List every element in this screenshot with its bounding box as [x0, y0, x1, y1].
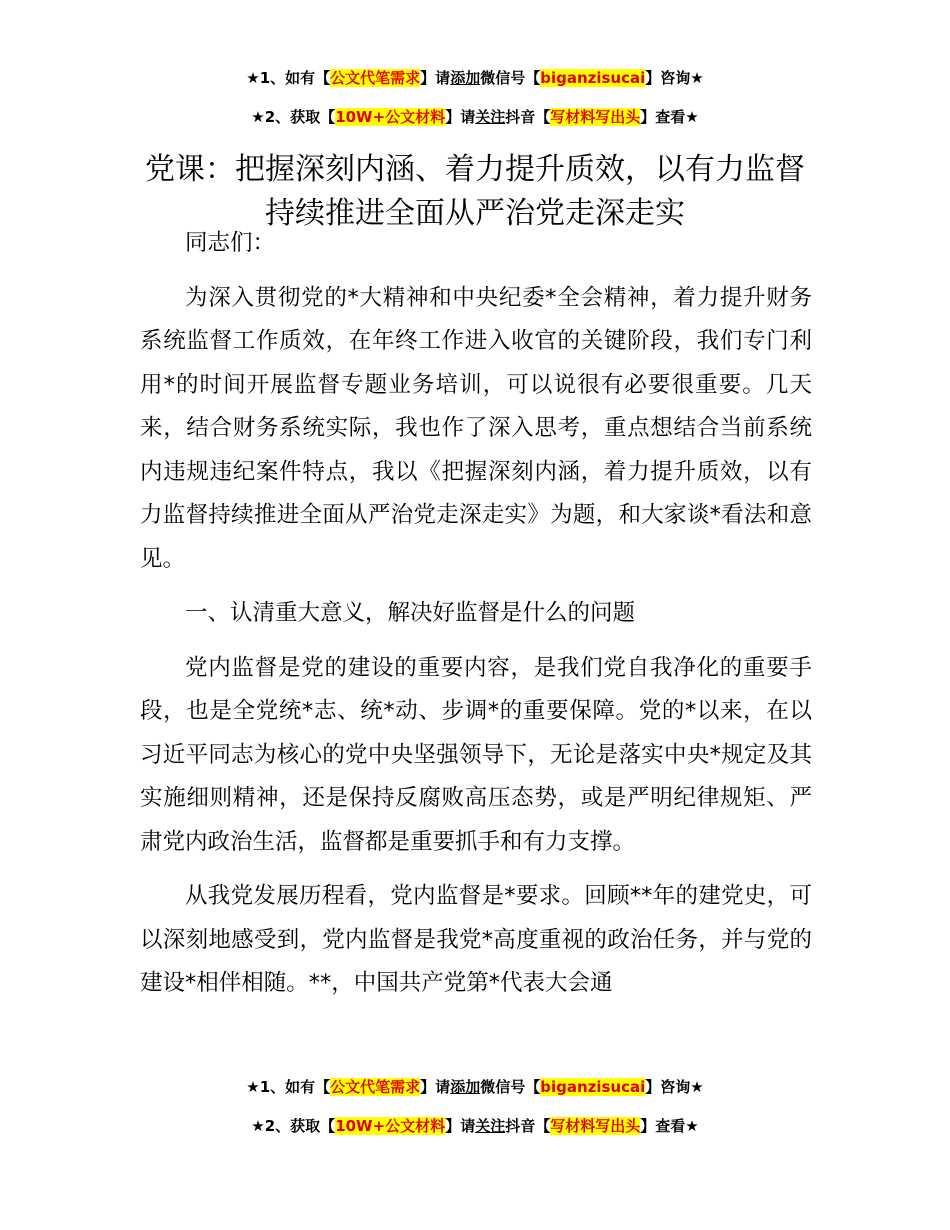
top-banner-line-1: ★1、如有【公文代笔需求】请添加微信号【biganzisucai】咨询★	[246, 69, 704, 87]
paragraph: 党内监督是党的建设的重要内容，是我们党自我净化的重要手段，也是全党统*志、统*动、步调*的重要保障。党的*以来，在以习近平同志为核心的党中央坚强领导下，无论是落实中央*规定及其实施细则精神，还是保持反腐败高压态势，或是严明纪律规矩、严肃党内政治生活，监督都是重要抓手和有力支撑。	[140, 654, 812, 855]
section-heading: 一、认清重大意义，解决好监督是什么的问题	[185, 600, 636, 626]
bottom-banner-line-1: ★1、如有【公文代笔需求】请添加微信号【biganzisucai】咨询★	[246, 1078, 704, 1096]
highlight-douyin: 写材料写出头	[550, 1117, 641, 1135]
highlight-ghostwriting: 公文代笔需求	[330, 69, 421, 87]
document-body	[140, 222, 812, 1017]
highlight-ghostwriting: 公文代笔需求	[330, 1078, 421, 1096]
top-banner-line-2: ★2、获取【10W+公文材料】请关注抖音【写材料写出头】查看★	[251, 108, 699, 126]
highlight-douyin: 写材料写出头	[550, 108, 641, 126]
paragraph: 为深入贯彻党的*大精神和中央纪委*全会精神，着力提升财务系统监督工作质效，在年终工作进入收官的关键阶段，我们专门利用*的时间开展监督专题业务培训，可以说很有必要很重要。几天来，结合财务系统实际，我也作了深入思考，重点想结合当前系统内违规违纪案件特点，我以《把握深刻内涵，着力提升质效，以有力监督持续推进全面从严治党走深走实》为题，和大家谈*看法和意见。	[140, 284, 812, 572]
highlight-materials: 10W+公文材料	[335, 108, 446, 126]
document-title: 党课：把握深刻内涵、着力提升质效，以有力监督持续推进全面从严治党走深走实	[145, 152, 805, 231]
salutation: 同志们：	[185, 230, 276, 256]
highlight-materials: 10W+公文材料	[335, 1117, 446, 1135]
paragraph: 从我党发展历程看，党内监督是*要求。回顾**年的建党史，可以深刻地感受到，党内监督是我党*高度重视的政治任务，并与党的建设*相伴相随。**，中国共产党第*代表大会通	[140, 883, 812, 996]
highlight-wechat-id: biganzisucai	[540, 69, 646, 87]
bottom-banner-line-2: ★2、获取【10W+公文材料】请关注抖音【写材料写出头】查看★	[251, 1117, 699, 1135]
highlight-wechat-id: biganzisucai	[540, 1078, 646, 1096]
